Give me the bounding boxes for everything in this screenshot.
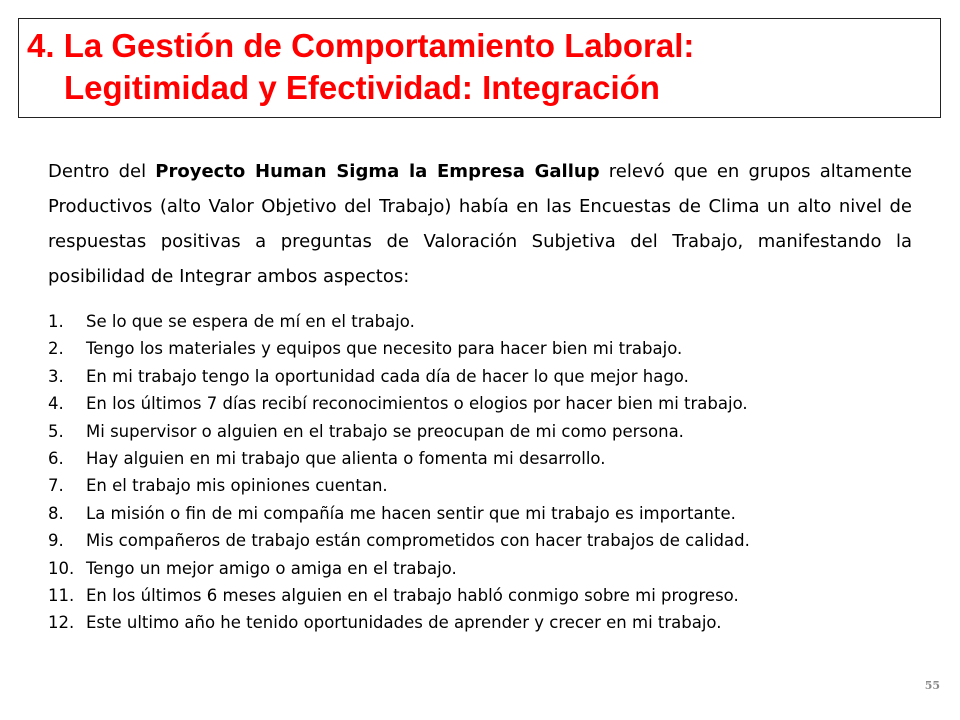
list-item-number: 11. [48,585,75,605]
list-item-text: Mis compañeros de trabajo están comprometidos con hacer trabajos de calidad. [86,531,750,551]
list-item-number: 6. [48,448,64,468]
list-item-text: Hay alguien en mi trabajo que alienta o fomenta mi desarrollo. [86,448,606,468]
list-item [48,418,928,445]
list-item-number: 7. [48,476,64,496]
list-item-text: En los últimos 6 meses alguien en el trabajo habló conmigo sobre mi progreso. [86,585,739,605]
intro-bold-project: Proyecto Human Sigma la Empresa Gallup [155,161,600,182]
list-item-number: 5. [48,421,64,441]
list-item-text: Se lo que se espera de mí en el trabajo. [86,312,415,331]
list-item [48,527,928,554]
list-item-text: Tengo un mejor amigo o amiga en el trabajo. [86,558,457,578]
list-item-number: 10. [48,558,75,578]
list-item-text: Tengo los materiales y equipos que necesito para hacer bien mi trabajo. [86,339,683,359]
list-item-number: 2. [48,339,64,359]
title-box [18,18,941,118]
list-item [48,390,928,417]
page-number: 55 [924,679,940,692]
slide-title-line-1: 4. La Gestión de Comportamiento Laboral: [27,27,695,64]
list-item-text: En los últimos 7 días recibí reconocimientos o elogios por hacer bien mi trabajo. [86,394,748,414]
list-item-text: Este ultimo año he tenido oportunidades de aprender y crecer en mi trabajo. [86,613,722,633]
list-item [48,582,928,609]
list-item [48,445,928,472]
list-item [48,609,928,636]
list-item [48,472,928,499]
list-item [48,363,928,390]
list-item [48,555,928,582]
list-item-number: 3. [48,366,64,386]
intro-paragraph [48,154,912,294]
list-item [48,335,928,362]
list-item-text: En mi trabajo tengo la oportunidad cada día de hacer lo que mejor hago. [86,366,689,386]
list-item-text: En el trabajo mis opiniones cuentan. [86,476,388,496]
list-item-text: La misión o fin de mi compañía me hacen sentir que mi trabajo es importante. [86,503,736,523]
list-item-number: 4. [48,394,64,414]
list-item-text: Mi supervisor o alguien en el trabajo se preocupan de mi como persona. [86,421,684,441]
list-item-number: 12. [48,613,75,633]
question-list [48,308,928,637]
list-item-number: 1. [48,312,64,331]
intro-text-start: Dentro del [48,161,156,182]
list-item-number: 8. [48,503,64,523]
list-item-number: 9. [48,531,64,551]
list-item [48,500,928,527]
slide-title-line-2: Legitimidad y Efectividad: Integración [64,69,660,106]
list-item [48,308,928,335]
intro-text-rest: relevó que en grupos altamente Productivos (alto Valor Objetivo del Trabajo) había en las Encuestas de Clima un alto nivel de respuestas positivas a preguntas de Valoración Subjetiva del Trabajo, manifestando la posibilidad de Integrar ambos aspectos: [48,161,913,287]
